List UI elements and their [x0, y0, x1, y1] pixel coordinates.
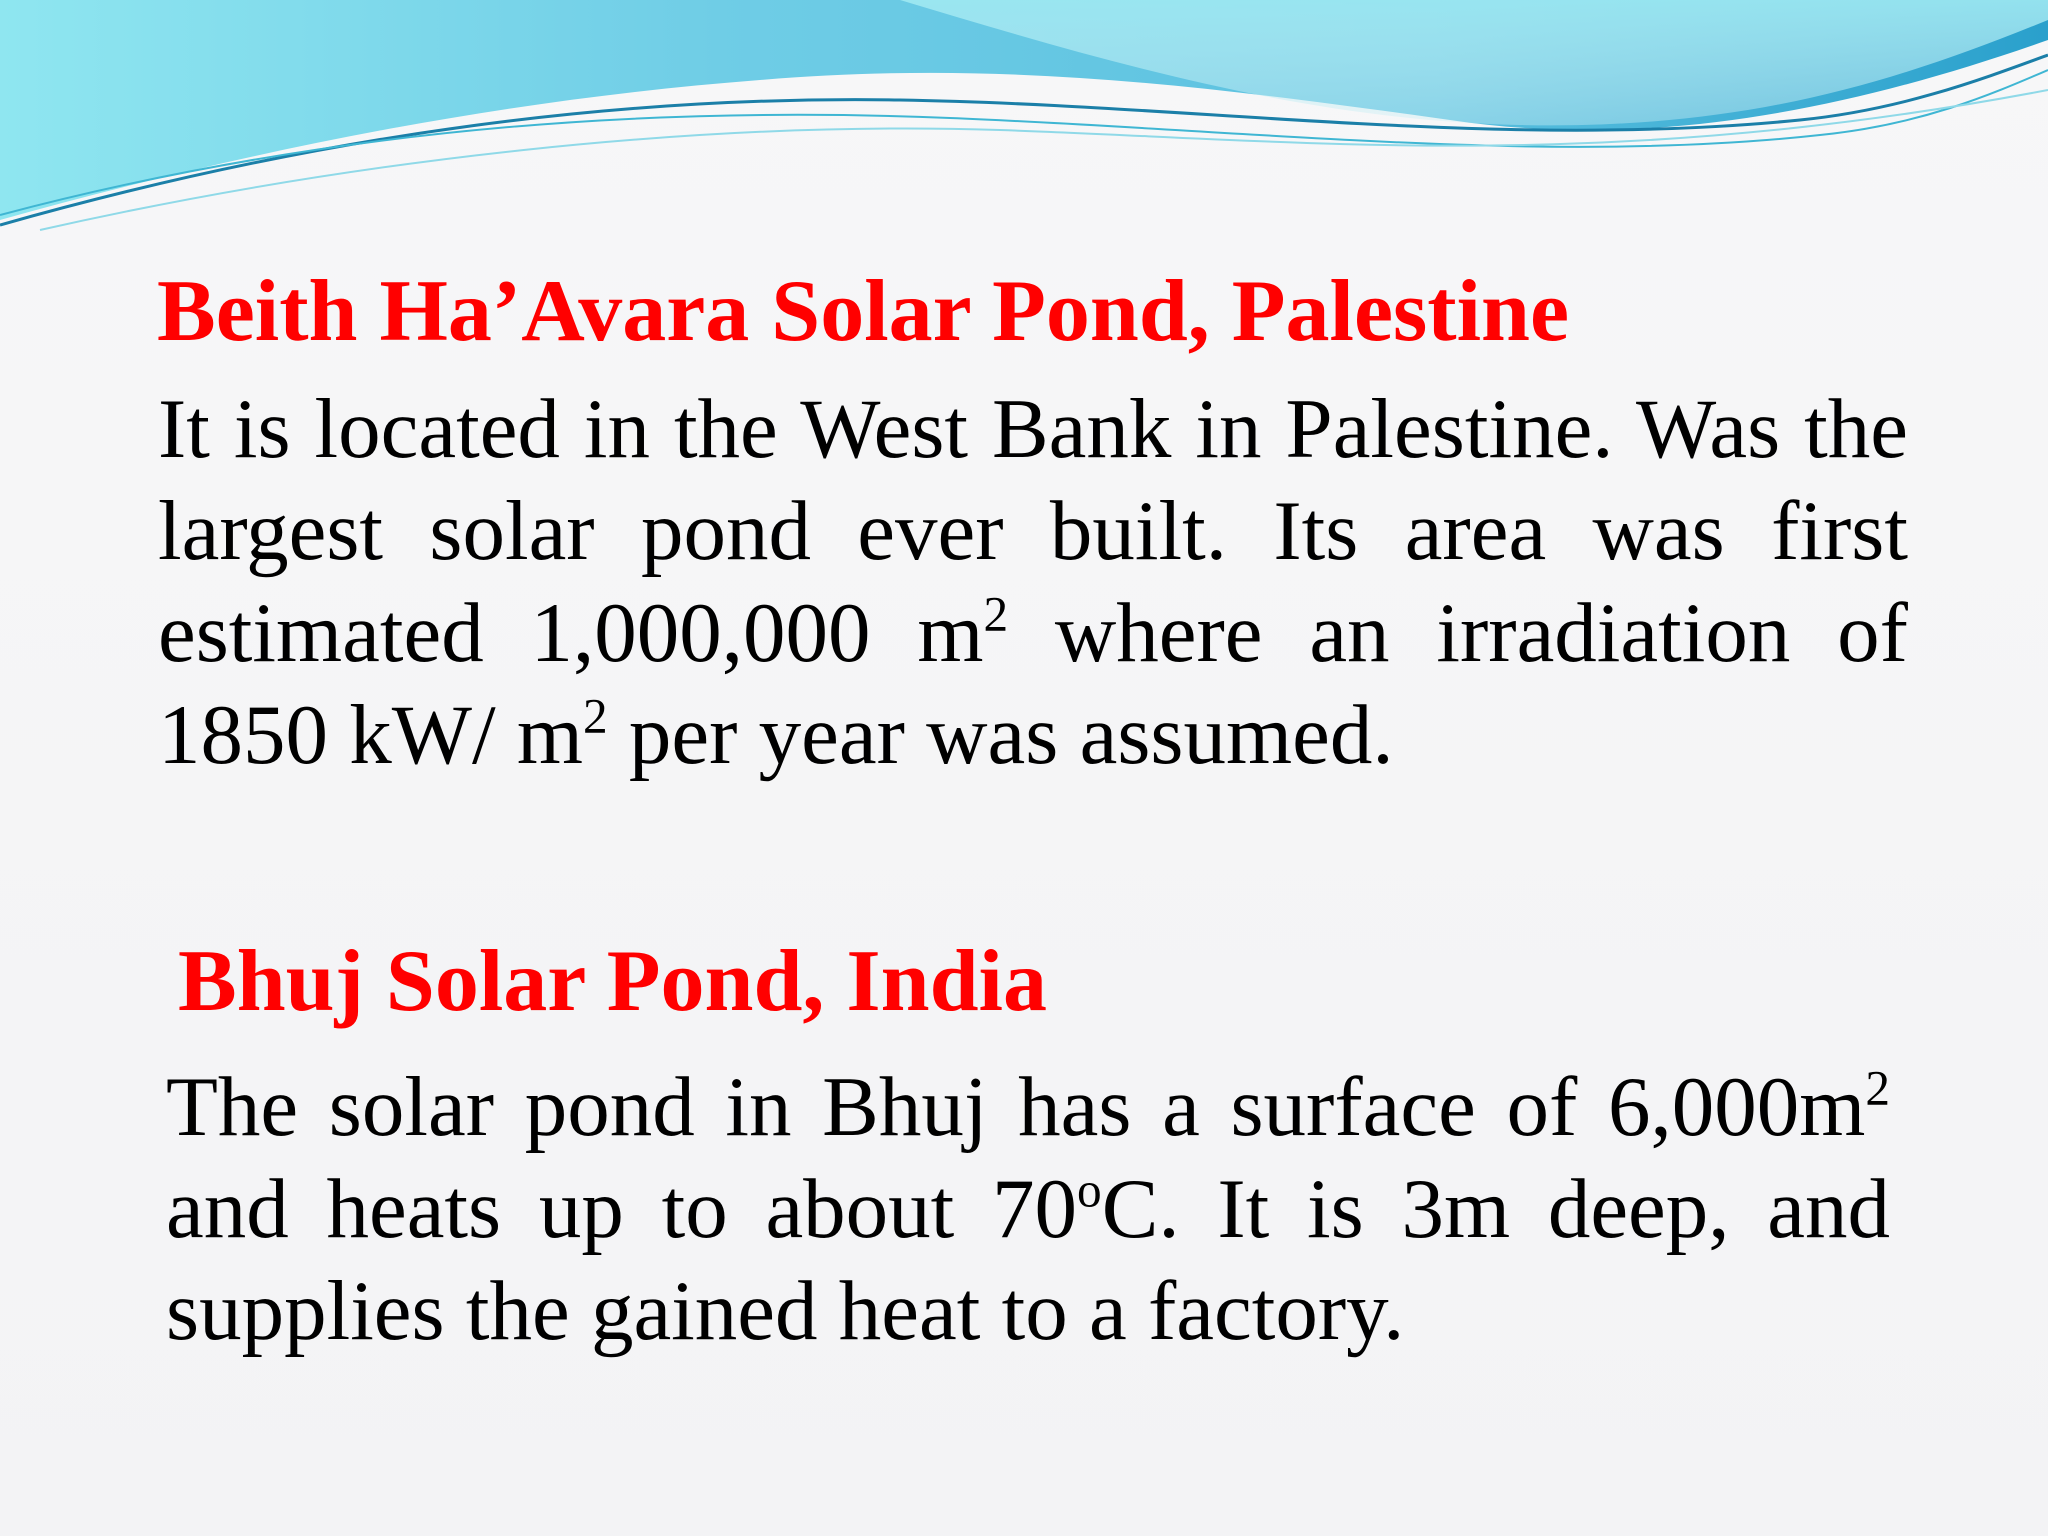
paragraph-text: C. It is 3m deep, and supplies the gained heat to a factory. [166, 1162, 1890, 1358]
decorative-wave-banner [0, 0, 2048, 260]
paragraph-text: per year was assumed. [607, 688, 1394, 782]
superscript-squared: 2 [983, 586, 1009, 642]
paragraph-text: where an irradiation of 1850 kW/ m [158, 586, 1908, 782]
paragraph-text: It is located in the West Bank in Palestine. Was the largest solar pond ever built. Its area was first estimated 1,000,000 m [158, 382, 1908, 680]
paragraph-text: The solar pond in Bhuj has a surface of 6,000m [166, 1060, 1866, 1154]
section-heading-india: Bhuj Solar Pond, India [178, 933, 1047, 1030]
superscript-squared: 2 [582, 688, 608, 744]
superscript-degree: o [1077, 1162, 1102, 1218]
paragraph-text: and heats up to about 70 [166, 1162, 1078, 1256]
superscript-squared: 2 [1865, 1060, 1890, 1116]
section-paragraph-india [166, 1056, 1890, 1362]
section-paragraph-palestine [158, 378, 1908, 786]
section-heading-palestine: Beith Ha’Avara Solar Pond, Palestine [157, 263, 1570, 360]
